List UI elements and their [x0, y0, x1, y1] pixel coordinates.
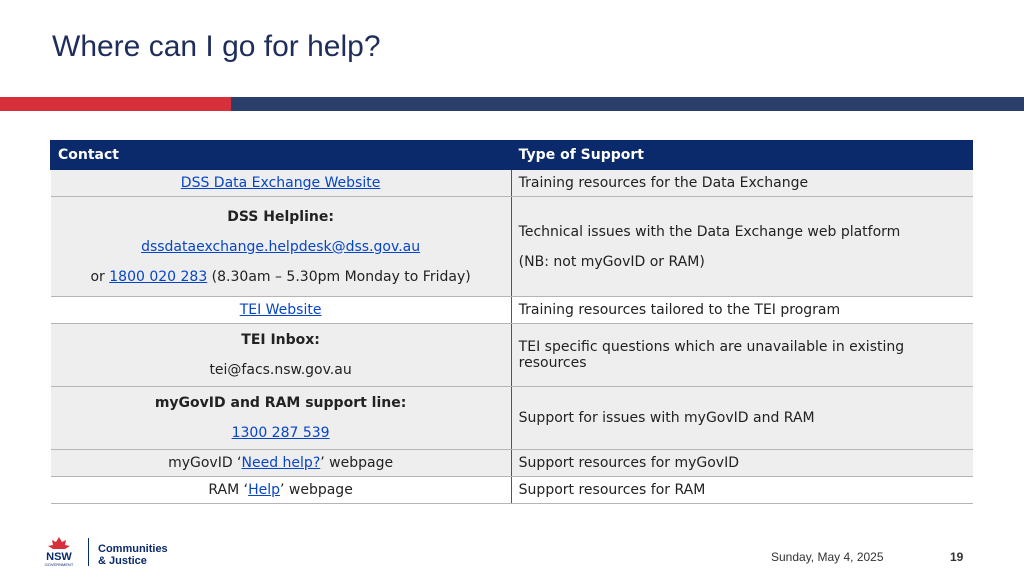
- support-line: Technical issues with the Data Exchange web platform: [518, 223, 901, 240]
- column-header-support: Type of Support: [511, 141, 972, 170]
- logo-org-line1: Communities: [98, 543, 168, 555]
- support-cell: Training resources for the Data Exchange: [511, 170, 972, 197]
- contact-cell: [51, 477, 512, 504]
- support-cell: TEI specific questions which are unavailable in existing resources: [511, 324, 972, 387]
- support-cell: [511, 197, 972, 297]
- help-contacts-table: [50, 140, 973, 504]
- table-row: [51, 387, 973, 450]
- table-row: [51, 477, 973, 504]
- phone-hours: (8.30am – 5.30pm Monday to Friday): [207, 268, 471, 285]
- mygovid-prefix: myGovID ‘: [168, 455, 242, 471]
- dss-helpline-heading: DSS Helpline:: [227, 208, 334, 225]
- footer-date: Sunday, May 4, 2025: [771, 550, 884, 564]
- support-cell: Training resources tailored to the TEI program: [511, 297, 972, 324]
- accent-band-navy: [231, 97, 1024, 111]
- support-cell: Support for issues with myGovID and RAM: [511, 387, 972, 450]
- table-row: [51, 297, 973, 324]
- support-cell: Support resources for RAM: [511, 477, 972, 504]
- slide-number: 19: [950, 550, 964, 564]
- mygovid-ram-phone-link[interactable]: 1300 287 539: [231, 425, 330, 441]
- contact-cell: [51, 170, 512, 197]
- support-note: (NB: not myGovID or RAM): [518, 253, 705, 270]
- tei-inbox-heading: TEI Inbox:: [241, 332, 320, 348]
- nsw-communities-justice-logo: [44, 536, 194, 568]
- phone-prefix: or: [90, 268, 110, 285]
- dss-helpline-phone-link[interactable]: 1800 020 283: [109, 268, 208, 285]
- mygovid-suffix: ’ webpage: [320, 455, 394, 471]
- dss-helpdesk-email-link[interactable]: dssdataexchange.helpdesk@dss.gov.au: [141, 238, 421, 255]
- contact-cell: [51, 387, 512, 450]
- support-cell: Support resources for myGovID: [511, 450, 972, 477]
- slide-title: Where can I go for help?: [52, 30, 381, 63]
- logo-government-text: GOVERNMENT: [44, 562, 74, 567]
- contact-cell: [51, 324, 512, 387]
- ram-help-link[interactable]: Help: [248, 482, 280, 498]
- table-header-row: [51, 141, 973, 170]
- tei-website-link[interactable]: TEI Website: [239, 302, 322, 318]
- contact-cell: [51, 450, 512, 477]
- ram-suffix: ’ webpage: [279, 482, 353, 498]
- logo-org-line2: & Justice: [98, 555, 147, 567]
- contact-cell: [51, 197, 512, 297]
- dss-data-exchange-link[interactable]: DSS Data Exchange Website: [180, 175, 381, 191]
- table-row: [51, 170, 973, 197]
- waratah-icon: [48, 537, 70, 549]
- mygovid-need-help-link[interactable]: Need help?: [241, 455, 321, 471]
- table-row: [51, 450, 973, 477]
- ram-prefix: RAM ‘: [208, 482, 249, 498]
- mygovid-ram-heading: myGovID and RAM support line:: [154, 395, 407, 411]
- accent-band-red: [0, 97, 231, 111]
- contact-cell: [51, 297, 512, 324]
- logo-nsw-text: NSW: [46, 551, 72, 563]
- column-header-contact: Contact: [51, 141, 512, 170]
- logo-divider: [88, 538, 89, 566]
- table-row: [51, 324, 973, 387]
- table-row: [51, 197, 973, 297]
- tei-inbox-email: tei@facs.nsw.gov.au: [209, 362, 352, 378]
